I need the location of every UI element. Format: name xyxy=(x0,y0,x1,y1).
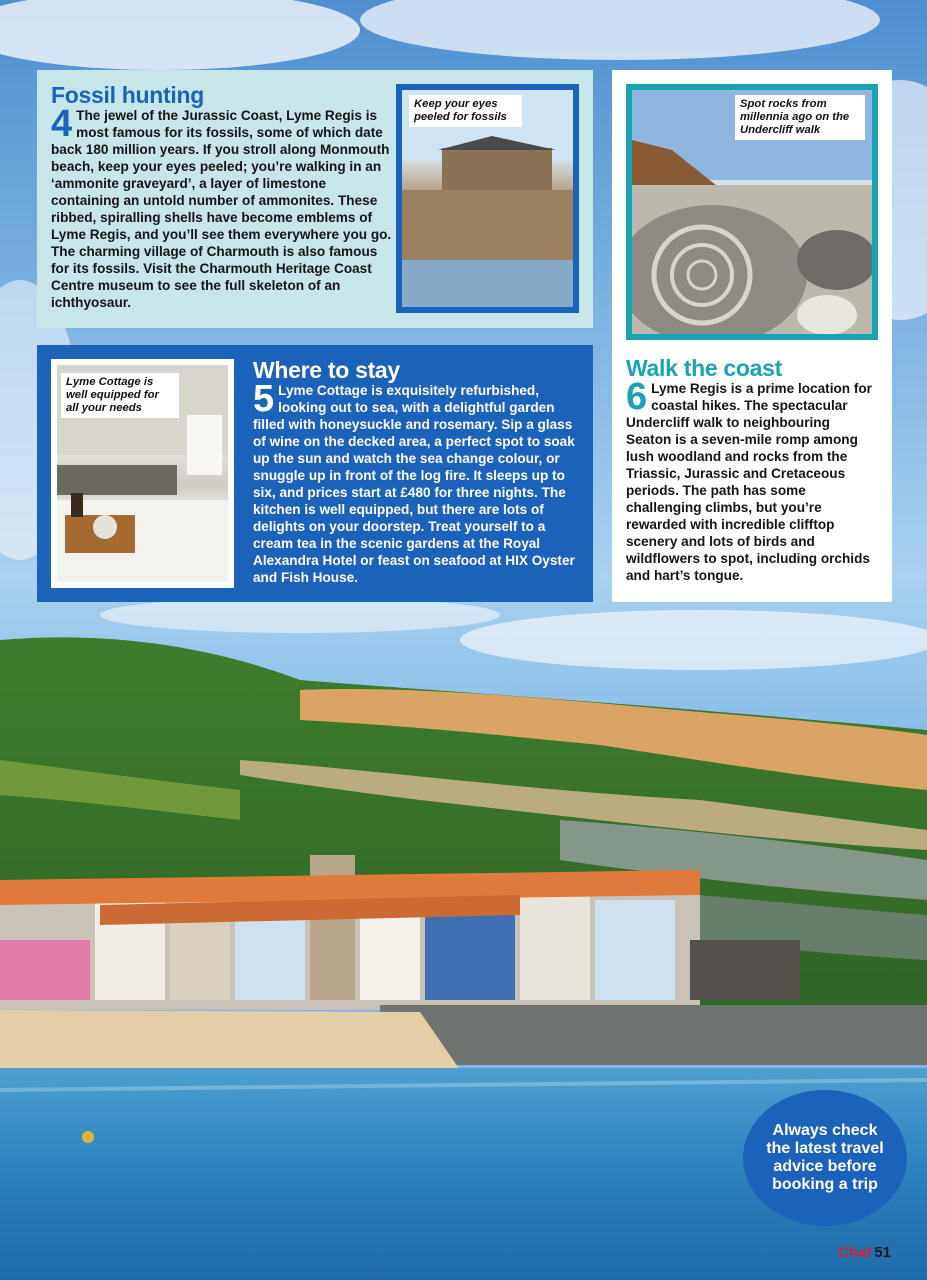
fossil-hunting-heading: Fossil hunting xyxy=(51,82,204,108)
fossil-beach-photo xyxy=(396,84,579,313)
section-number: 4 xyxy=(51,103,73,145)
walk-the-coast-heading: Walk the coast xyxy=(626,355,782,381)
where-to-stay-body xyxy=(253,378,585,586)
where-to-stay-section xyxy=(37,345,593,602)
fossil-hunting-text: The jewel of the Jurassic Coast, Lyme Regis is most famous for its fossils, some of which date back 180 million years. If you stroll along Monmouth beach, keep your eyes peeled; you’re walking in an ‘ammonite graveyard’, a layer of limestone containing an untold number of ammonites. These ribbed, spiralling shells have become emblems of Lyme Regis, and you’ll see them everywhere you go. The charming village of Charmouth is also famous for its fossils. Visit the Charmouth Heritage Coast Centre museum to see the full skeleton of an ichthyosaur. xyxy=(51,108,392,310)
walk-the-coast-body xyxy=(626,376,876,584)
fossil-hunting-section xyxy=(37,70,593,328)
travel-advice-roundel xyxy=(743,1090,907,1226)
where-to-stay-text: Lyme Cottage is exquisitely refurbished, looking out to sea, with a delightful garden filled with honeysuckle and rosemary. Sip a glass of wine on the decked area, a perfect spot to soak up the sun and watch the sea change colour, or snuggle up in front of the log fire. It sleeps up to six, and prices start at £480 for three nights. The kitchen is well equipped, but there are lots of delights on your doorstep. Treat yourself to a cream tea in the scenic gardens at the Royal Alexandra Hotel or feast on seafood at HIX Oyster and Fish House. xyxy=(253,383,575,585)
section-number: 6 xyxy=(626,376,648,418)
fossil-hunting-body xyxy=(51,103,397,311)
where-to-stay-heading: Where to stay xyxy=(253,357,400,383)
page-number: 51 xyxy=(874,1244,891,1261)
photo-caption: Spot rocks from millennia ago on the Undercliff walk xyxy=(735,95,865,140)
page-folio xyxy=(838,1244,891,1261)
photo-caption: Keep your eyes peeled for fossils xyxy=(409,95,522,127)
photo-caption: Lyme Cottage is well equipped for all your needs xyxy=(61,373,179,418)
section-number: 5 xyxy=(253,378,275,420)
walk-the-coast-section xyxy=(612,70,892,602)
travel-advice-text: Always check the latest travel advice before booking a trip xyxy=(766,1122,884,1193)
ammonite-rock-photo xyxy=(626,84,878,340)
walk-the-coast-text: Lyme Regis is a prime location for coastal hikes. The spectacular Undercliff walk to neighbouring Seaton is a seven-mile romp among lush woodland and rocks from the Triassic, Jurassic and Cretaceous periods. The path has some challenging climbs, but you’re rewarded with incredible clifftop scenery and lots of birds and wildflowers to spot, including orchids and hart’s tongue. xyxy=(626,381,872,583)
magazine-logo: Chat xyxy=(837,1244,872,1261)
cottage-kitchen-photo xyxy=(51,359,234,588)
